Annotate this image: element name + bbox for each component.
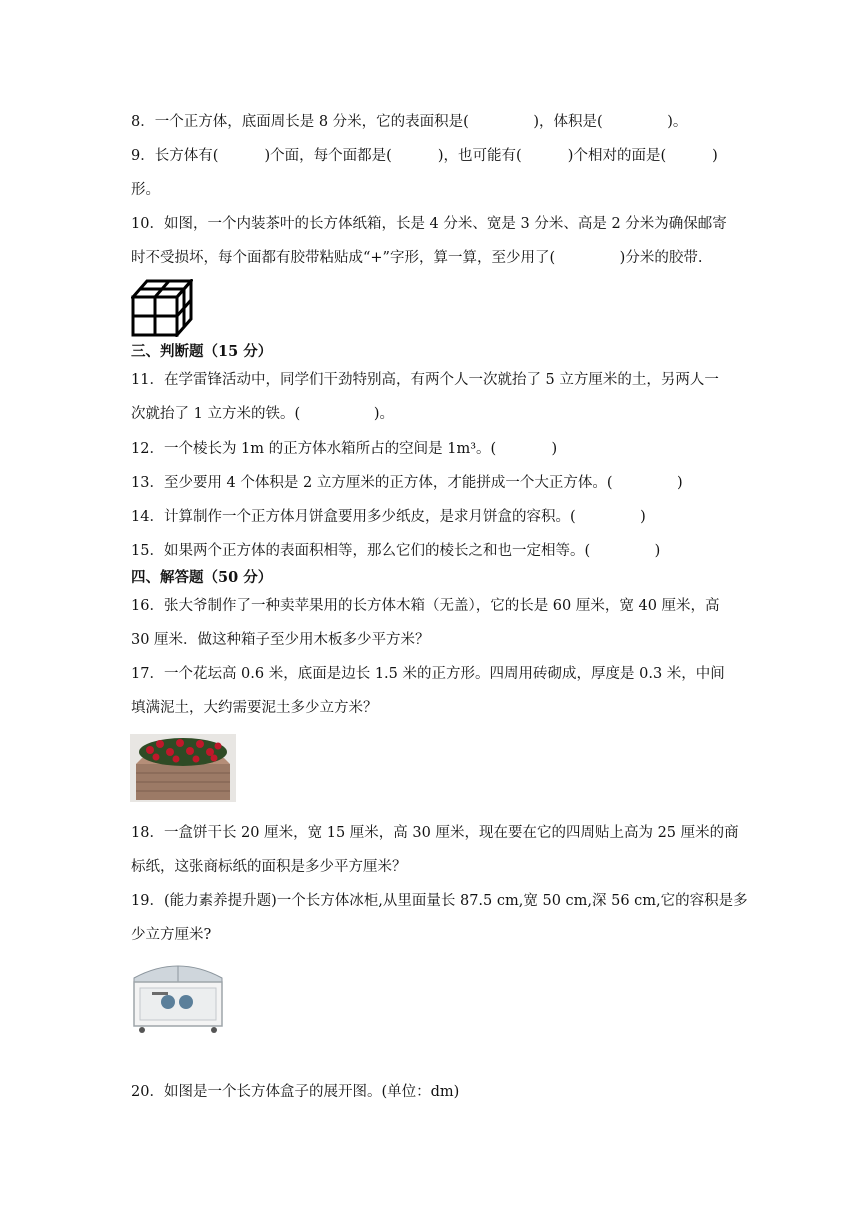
question-18-line-2: 标纸，这张商标纸的面积是多少平方厘米？ bbox=[131, 859, 407, 875]
section-judge-heading: 三、判断题（15 分） bbox=[131, 343, 273, 360]
question-13: 13．至少要用 4 个体积是 2 立方厘米的正方体，才能拼成一个大正方体。( ) bbox=[131, 475, 683, 491]
freezer-photo bbox=[130, 956, 226, 1036]
question-17-line-2: 填满泥土，大约需要泥土多少立方米？ bbox=[131, 700, 378, 716]
question-11-line-1: 11．在学雷锋活动中，同学们干劲特别高，有两个人一次就抬了 5 立方厘米的土，另两人一 bbox=[131, 372, 719, 388]
question-19-line-2: 少立方厘米? bbox=[131, 927, 212, 943]
question-12: 12．一个棱长为 1m 的正方体水箱所占的空间是 1m³。( ) bbox=[131, 441, 558, 457]
question-8: 8．一个正方体，底面周长是 8 分米，它的表面积是( )，体积是( )。 bbox=[131, 114, 688, 130]
question-10-line-1: 10．如图，一个内装茶叶的长方体纸箱，长是 4 分米、宽是 3 分米、高是 2 分米为确保邮寄 bbox=[131, 216, 727, 232]
question-14: 14．计算制作一个正方体月饼盒要用多少纸皮，是求月饼盒的容积。( ) bbox=[131, 509, 646, 525]
question-20: 20．如图是一个长方体盒子的展开图。(单位：dm) bbox=[131, 1084, 460, 1100]
question-9-line-2: 形。 bbox=[131, 182, 160, 198]
flower-bed-photo bbox=[130, 734, 236, 802]
question-19-line-1: 19．(能力素养提升题)一个长方体冰柜,从里面量长 87.5 cm,宽 50 cm,深 56 cm,它的容积是多 bbox=[131, 893, 748, 909]
question-15: 15．如果两个正方体的表面积相等，那么它们的棱长之和也一定相等。( ) bbox=[131, 543, 661, 559]
question-11-line-2: 次就抬了 1 立方米的铁。( )。 bbox=[131, 406, 395, 422]
question-16-line-2: 30 厘米．做这种箱子至少用木板多少平方米？ bbox=[131, 632, 430, 648]
question-10-line-2: 时不受损坏，每个面都有胶带粘贴成“+”字形，算一算，至少用了( )分米的胶带. bbox=[131, 250, 703, 266]
question-18-line-1: 18．一盒饼干长 20 厘米，宽 15 厘米，高 30 厘米，现在要在它的四周贴上高为 25 厘米的商 bbox=[131, 825, 739, 841]
question-16-line-1: 16．张大爷制作了一种卖苹果用的长方体木箱（无盖），它的长是 60 厘米，宽 40 厘米，高 bbox=[131, 598, 720, 614]
question-9-line-1: 9．长方体有( )个面，每个面都是( )，也可能有( )个相对的面是( ) bbox=[131, 148, 718, 164]
taped-box-icon bbox=[131, 279, 193, 337]
question-17-line-1: 17．一个花坛高 0.6 米，底面是边长 1.5 米的正方形。四周用砖砌成，厚度是 0.3 米，中间 bbox=[131, 666, 725, 682]
section-answer-heading: 四、解答题（50 分） bbox=[131, 569, 273, 586]
